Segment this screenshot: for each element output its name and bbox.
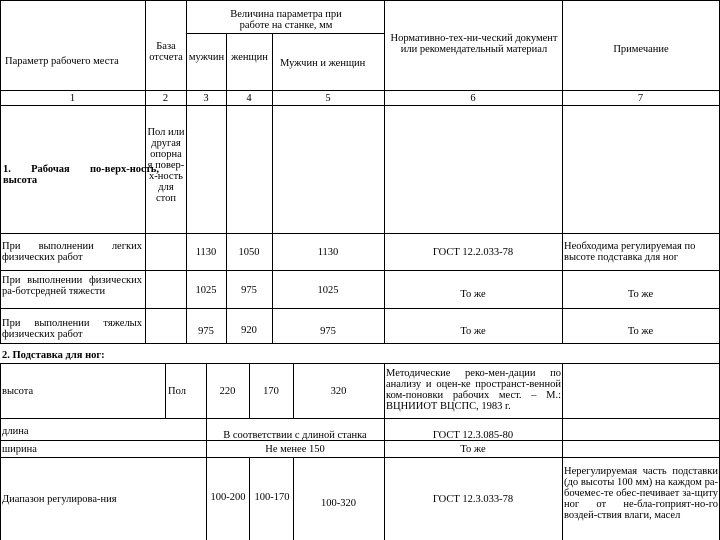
col-number: 1 [69,93,76,104]
stand-length-label: длина [2,426,29,437]
grid-line [0,308,720,309]
col-number: 2 [162,93,169,104]
header-value-group: Величина параметра при работе на станке, мм [230,9,342,31]
row-medium-label: При выполнении физических ра-ботсредней тяжести [2,275,142,297]
row-light-men: 1130 [195,247,217,258]
grid-line [272,33,273,343]
header-param: Параметр рабочего места [5,56,119,67]
col-number: 6 [470,93,476,104]
col-number: 4 [246,93,252,104]
grid-line [0,0,1,343]
row-light-both: 1130 [317,247,339,258]
grid-line [0,363,1,540]
stand-height-both: 320 [330,386,347,397]
stand-height-base: Пол [168,386,186,397]
grid-line [0,418,720,419]
col-number: 3 [203,93,209,104]
stand-range-men: 100-200 [210,492,246,503]
grid-line [226,33,227,343]
row-light-note: Необходима регулируемая по высоте подставка для ног [564,241,696,263]
header-note: Примечание [613,44,669,55]
stand-length-value: В соответствии с длиной станка [223,430,367,441]
stand-range-both: 100-320 [321,498,356,509]
col-number: 5 [325,93,331,104]
row-light-doc: ГОСТ 12.2.033-78 [432,247,514,258]
stand-width-label: ширина [2,444,37,455]
grid-line [0,457,720,458]
header-both: Мужчин и женщин [280,58,366,69]
row-light-label: При выполнении легких физических работ [2,241,142,263]
header-normative: Нормативно-тех-ни-ческий документ или рекомендательный материал [390,33,558,55]
grid-line [0,0,720,1]
stand-range-women: 100-170 [254,492,290,503]
grid-line [0,233,720,234]
row-heavy-women: 920 [241,325,257,336]
stand-width-doc: То же [460,444,486,455]
grid-line [206,457,207,540]
row-medium-men: 1025 [195,285,217,296]
row-heavy-doc: То же [460,326,486,337]
grid-line [562,363,563,540]
stand-height-women: 170 [263,386,279,397]
stand-height-doc: Методические реко-мен-дации по анализу и оцен-ке пространст-венной ком-поновки рабочих мест. – М.: ВЦНИИОТ ВЦСПС, 1983 г. [386,368,561,412]
row-medium-both: 1025 [317,285,339,296]
grid-line [0,363,720,364]
grid-line [186,33,384,34]
stand-range-note: Нерегулируемая часть подставки (до высоты 100 мм) на каждом ра-бочемес-те обес-печивает за-щиту ног от не-бла-гоприят-но-го воздей-ствия влаги, масел [564,466,718,521]
stand-width-value: Не менее 150 [265,444,325,455]
col-number: 7 [637,93,644,104]
stand-range-label: Диапазон регулирова-ния [2,494,117,505]
grid-line [0,270,720,271]
section1-base: Пол или другая опорна я повер-х-ность для стоп [147,127,185,204]
stand-height-men: 220 [219,386,236,397]
row-heavy-men: 975 [198,326,214,337]
section2-title: 2. Подставка для ног: [2,350,105,361]
grid-line [0,90,720,91]
stand-length-doc: ГОСТ 12.3.085-80 [432,430,514,441]
stand-range-doc: ГОСТ 12.3.033-78 [432,494,514,505]
row-medium-doc: То же [460,289,486,300]
grid-line [249,457,250,540]
grid-line [0,105,720,106]
header-men: мужчин [188,52,225,63]
row-heavy-both: 975 [320,326,336,337]
row-heavy-label: При выполнении тяжелых физических работ [2,318,142,340]
section1-title: 1. Рабочая по-верх-ность, высота [3,164,159,186]
row-heavy-note: То же [627,326,654,337]
grid-line [0,343,720,344]
row-medium-note: То же [627,289,654,300]
grid-line [165,363,166,418]
stand-height-label: высота [2,386,34,397]
row-medium-women: 975 [241,285,257,296]
header-women: женщин [231,52,268,63]
row-light-women: 1050 [238,247,260,258]
header-base: База отсчета [149,41,183,63]
